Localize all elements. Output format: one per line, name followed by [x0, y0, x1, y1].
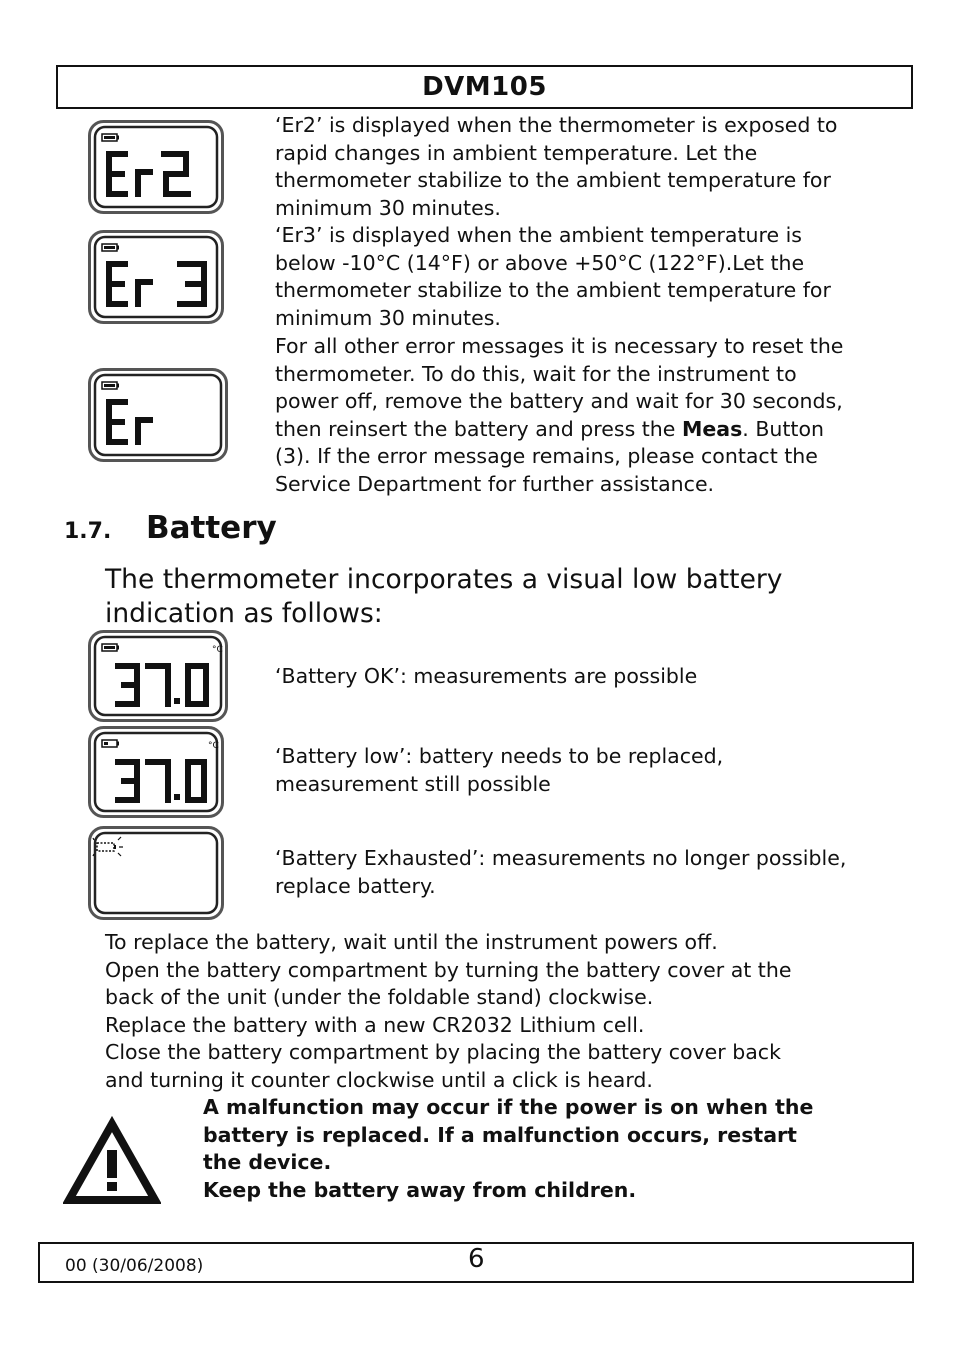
battery-ok-description: ‘Battery OK’: measurements are possible [275, 664, 698, 688]
page-number: 6 [468, 1244, 485, 1274]
battery-low-description: ‘Battery low’: battery needs to be replaced, measurement still possible [275, 744, 724, 796]
document-title: DVM105 [422, 72, 547, 102]
step-line: and turning it counter clockwise until a click is heard. [105, 1067, 653, 1092]
page-footer [38, 1242, 914, 1283]
lcd-er-image [88, 368, 228, 462]
er3-description: ‘Er3’ is displayed when the ambient temperature is below -10°C (14°F) or above +50°C (122°F).Let the thermometer stabilize to the ambient temperature for minimum 30 minutes. [275, 223, 831, 330]
battery-full-icon [102, 134, 119, 141]
document-version: 00 (30/06/2008) [65, 1256, 204, 1276]
step-line: To replace the battery, wait until the instrument powers off. [105, 930, 718, 954]
warning-text: A malfunction may occur if the power is on when the battery is replaced. If a malfunction occurs, restart the device. Keep the battery away from children. [203, 1095, 814, 1202]
battery-intro: The thermometer incorporates a visual low battery indication as follows: [105, 564, 783, 629]
er-description: For all other error messages it is necessary to reset the thermometer. To do this, wait for the instrument to power off, remove the battery and wait for 30 seconds, then reinsert the battery and press the Meas. Button (3). If the error message remains, please contact the Service Department for further assistance. [275, 334, 844, 496]
battery-full-icon [102, 382, 119, 389]
step-line: Close the battery compartment by placing the battery cover back [105, 1040, 781, 1065]
battery-low-icon [102, 740, 119, 747]
step-line: back of the unit (under the foldable stand) clockwise. [105, 985, 654, 1010]
lcd-er2-image [88, 120, 224, 214]
section-heading [64, 510, 277, 546]
step-line: Open the battery compartment by turning the battery cover at the [105, 957, 792, 982]
meas-button-label: Meas [681, 416, 743, 441]
step-line: Replace the battery with a new CR2032 Lithium cell. [105, 1012, 645, 1037]
document-header [56, 65, 913, 109]
lcd-battery-exhausted-image [88, 826, 224, 920]
er2-description: ‘Er2’ is displayed when the thermometer is exposed to rapid changes in ambient temperature. Let the thermometer stabilize to the ambient temperature for minimum 30 minutes. [275, 113, 838, 220]
celsius-unit: °C [208, 741, 219, 751]
lcd-battery-low-image [88, 726, 224, 818]
lcd-er3-image [88, 230, 224, 324]
celsius-unit: °C [212, 645, 223, 655]
lcd-battery-ok-image [88, 630, 228, 722]
section-number: 1.7. [64, 519, 112, 544]
battery-full-icon [102, 644, 119, 651]
warning-triangle-icon [63, 1116, 161, 1204]
battery-replacement-steps [105, 929, 791, 1095]
battery-exhausted-description: ‘Battery Exhausted’: measurements no longer possible, replace battery. [275, 846, 847, 898]
battery-full-icon [102, 244, 119, 251]
section-title: Battery [146, 510, 277, 546]
